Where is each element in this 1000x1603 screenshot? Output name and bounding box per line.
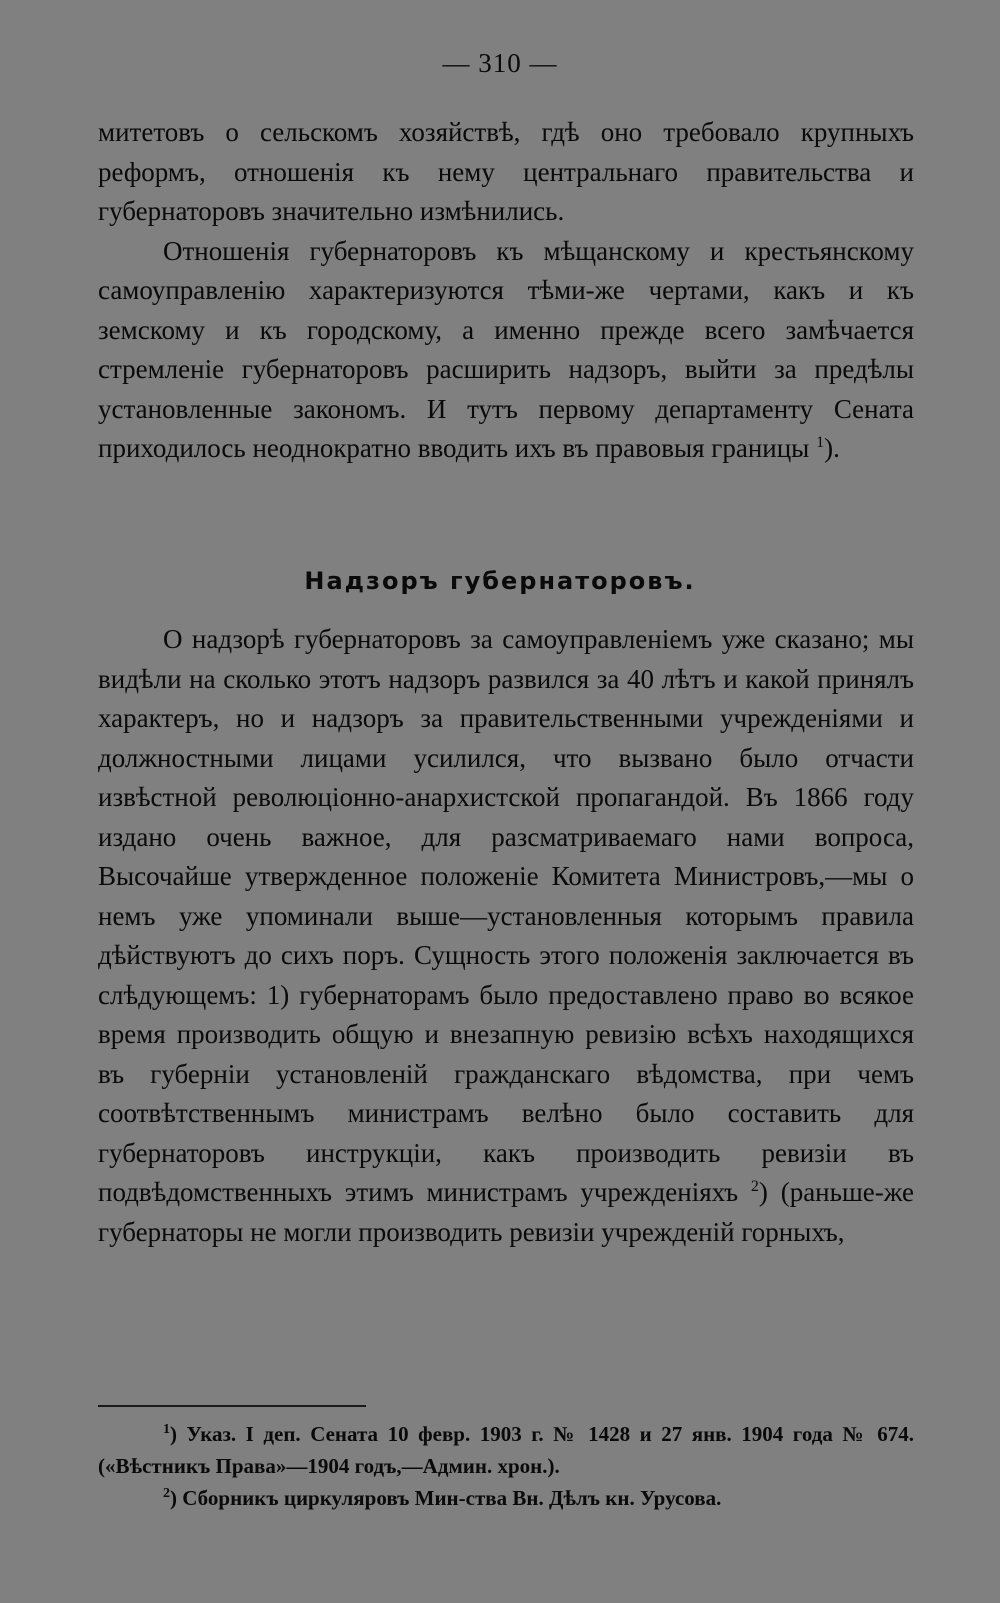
footnote-divider xyxy=(98,1405,366,1407)
paragraph-self-government xyxy=(98,232,914,469)
footnote-number: 2 xyxy=(163,1486,170,1501)
paragraph-continuation: митетовъ о сельскомъ хозяйствѣ, гдѣ оно требовало крупныхъ реформъ, отношенія къ нему центральнаго правительства и губернаторовъ значительно измѣнились. xyxy=(98,117,914,226)
footnote-text: ) Указ. I деп. Сената 10 февр. 1903 г. № 1428 и 27 янв. 1904 года № 674. («Вѣстникъ Права»—1904 годъ,—Админ. хрон.). xyxy=(98,1422,914,1478)
section-heading: Надзоръ губернаторовъ. xyxy=(304,567,696,595)
footnote-ref-1: 1 xyxy=(816,434,825,451)
paragraph-supervision xyxy=(98,620,914,1252)
footnote-2 xyxy=(98,1482,914,1514)
footnote-1 xyxy=(98,1418,914,1482)
paragraph-text: Отношенія губернаторовъ къ мѣщанскому и крестьянскому самоуправленію характеризуются тѣми-же чертами, какъ и къ земскому и къ городскому, а именно прежде всего замѣчается стремленіе губернаторовъ расширить надзоръ, выйти за предѣлы установленные закономъ. И тутъ первому департаменту Сената приходилось неоднократно вводить ихъ въ правовыя границы xyxy=(98,235,914,463)
paragraph-end: ). xyxy=(824,433,840,463)
footnote-number: 1 xyxy=(163,1422,170,1437)
paragraph-text-continued: ) (раньше-же губернаторы не могли производить ревизіи учрежденій горныхъ, xyxy=(98,1177,914,1247)
footnotes xyxy=(98,1418,914,1514)
paragraph-text: О надзорѣ губернаторовъ за самоуправленіемъ уже сказано; мы видѣли на сколько этотъ надзоръ развился за 40 лѣтъ и какой принялъ характеръ, но и надзоръ за правительственными учрежденіями и должностными лицами усилился, что вызвано было отчасти извѣстной революціонно-анархистской пропагандой. Въ 1866 году издано очень важное, для разсматриваемаго нами вопроса, Высочайше утвержденное положеніе Комитета Министровъ,—мы о немъ уже упоминали выше—установленныя которымъ правила дѣйствуютъ до сихъ поръ. Сущность этого положенія заключается въ слѣдующемъ: 1) губернаторамъ было предоставлено право во всякое время производить общую и внезапную ревизію всѣхъ находящихся въ губерніи установленій гражданскаго вѣдомства, при чемъ соотвѣтственнымъ министрамъ велѣно было составить для губернаторовъ инструкціи, какъ производить ревизіи въ подвѣдомственныхъ этимъ министрамъ учрежденіяхъ xyxy=(98,624,914,1207)
text-block-supervision xyxy=(98,620,914,1252)
page-number: — 310 — xyxy=(442,48,558,78)
footnote-text: ) Сборникъ циркуляровъ Мин-ства Вн. Дѣлъ кн. Урусова. xyxy=(170,1486,722,1510)
text-block-top xyxy=(98,113,914,469)
footnote-ref-2: 2 xyxy=(750,1178,759,1195)
